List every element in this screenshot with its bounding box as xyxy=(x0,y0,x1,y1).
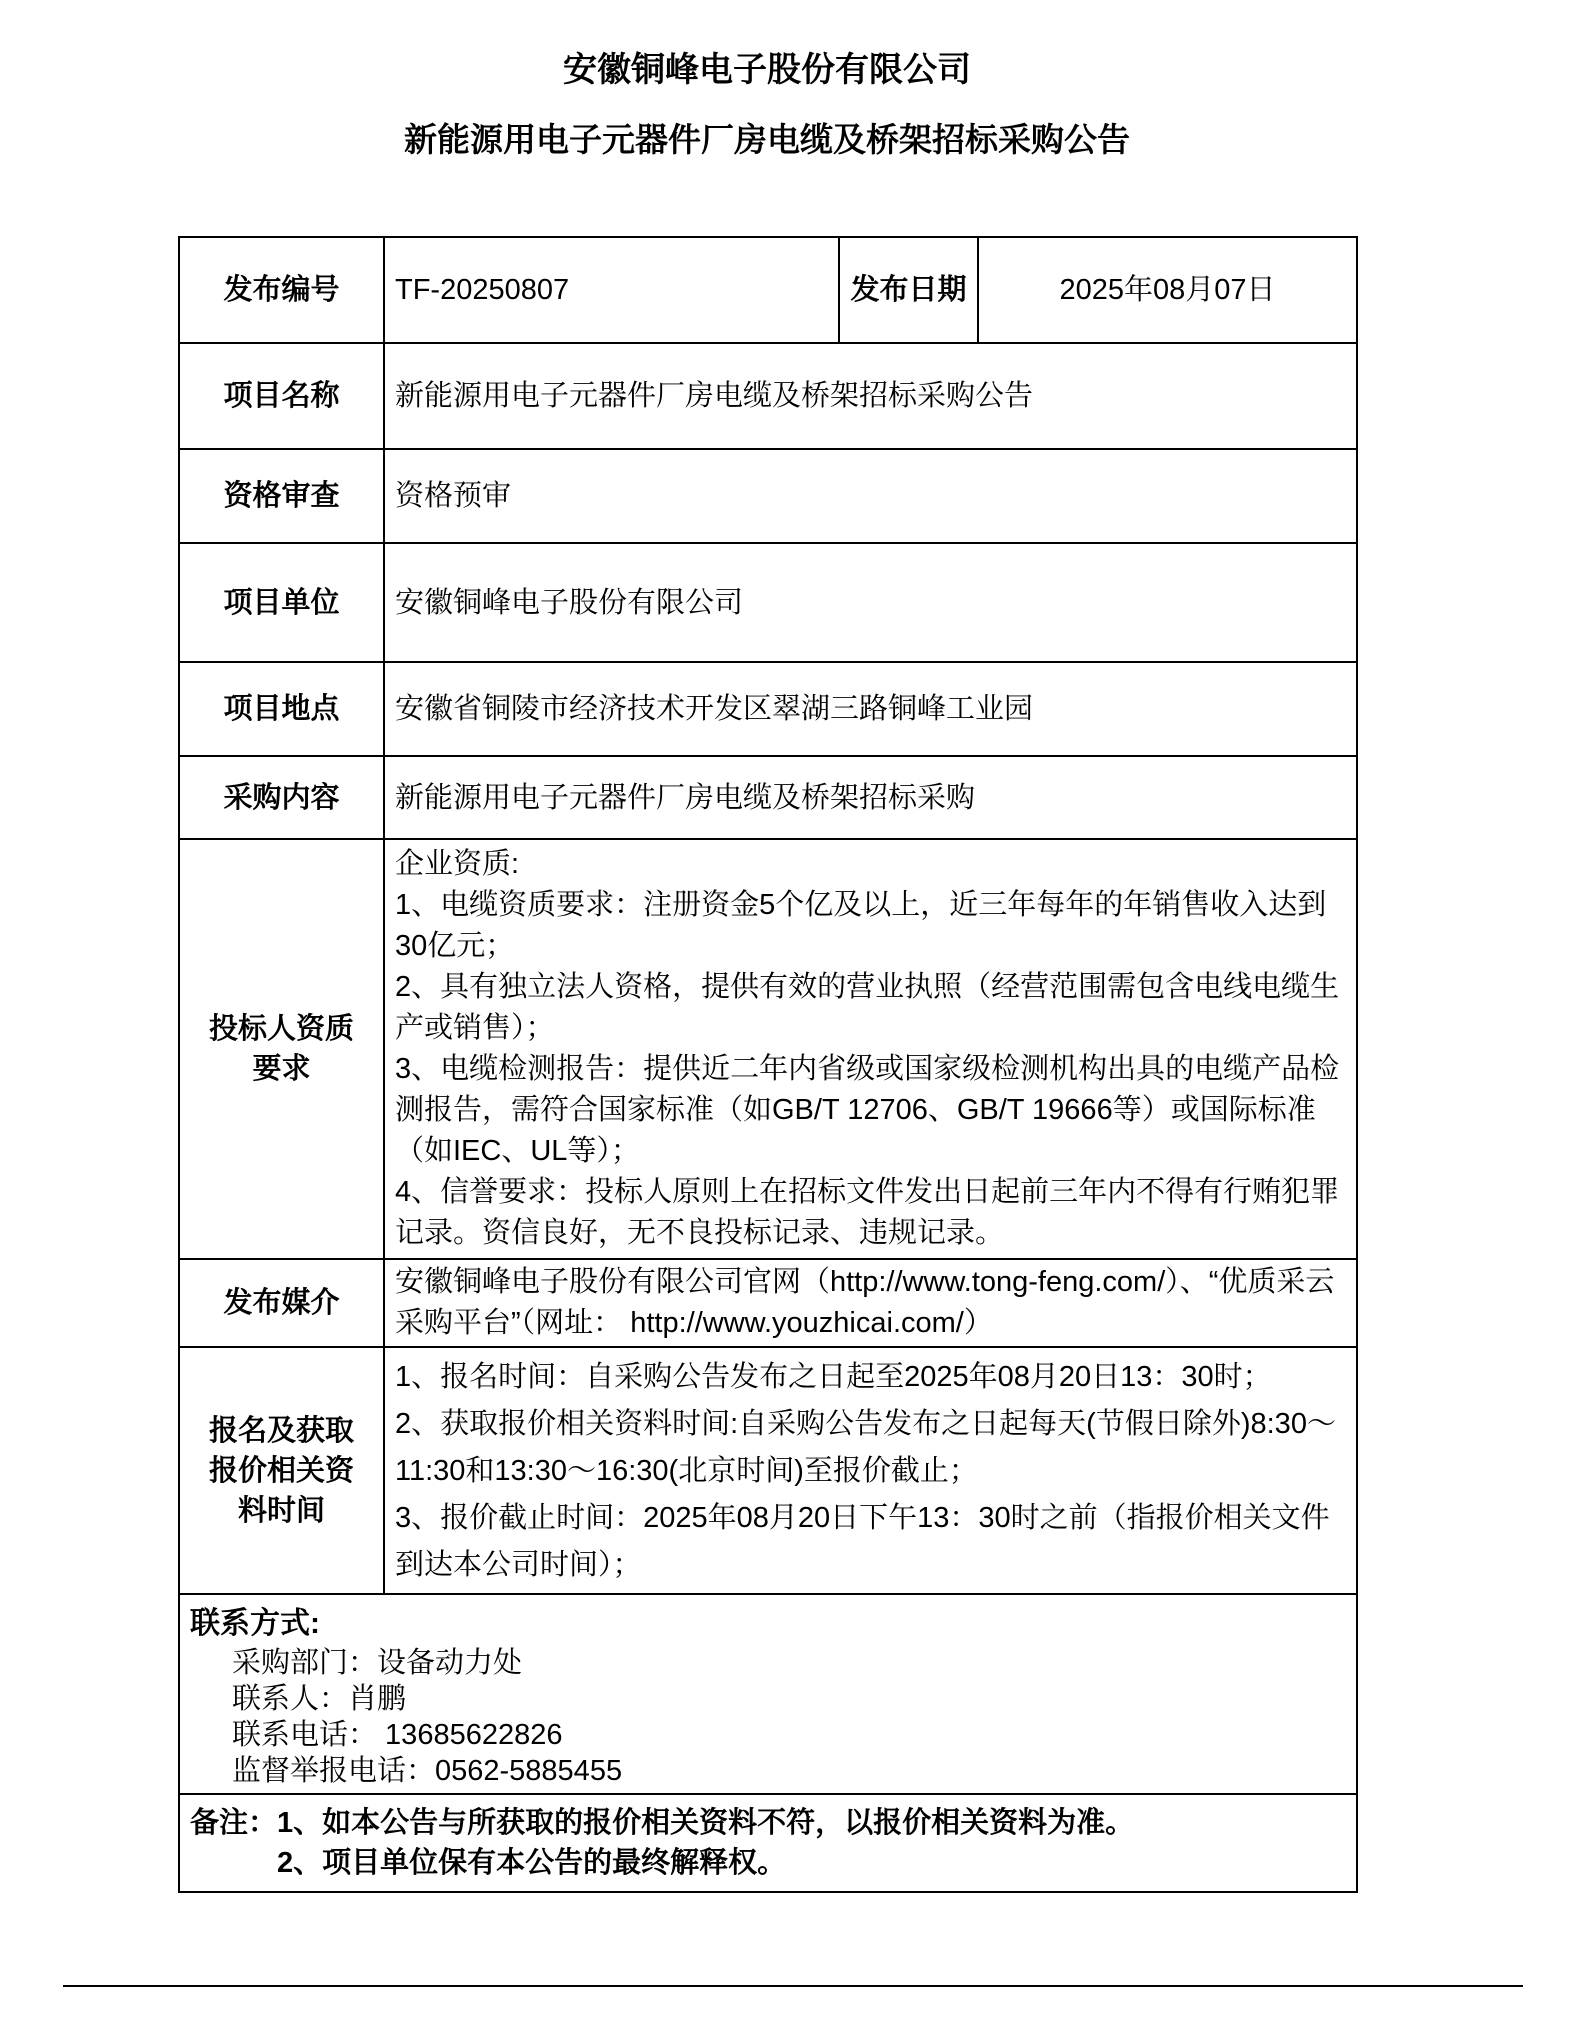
table-row-publish xyxy=(179,237,1357,343)
row-label: 资格审查 xyxy=(179,449,384,543)
document-content xyxy=(178,0,1356,1893)
row-value: 安徽铜峰电子股份有限公司 xyxy=(384,543,1357,662)
page-title: 安徽铜峰电子股份有限公司 xyxy=(563,51,971,89)
row-label: 采购内容 xyxy=(179,756,384,839)
schedule-content xyxy=(384,1347,1357,1594)
footer-rule xyxy=(63,1985,1523,1987)
table-row-bidder-qualification xyxy=(179,839,1357,1259)
remarks-items xyxy=(277,1803,1134,1883)
bidder-qualification-label: 投标人资质要求 xyxy=(179,839,384,1259)
schedule-item: 1、报名时间：自采购公告发布之日起至2025年08月20日13：30时； xyxy=(395,1361,1272,1393)
remarks-section xyxy=(179,1794,1357,1892)
contact-heading: 联系方式: xyxy=(190,1607,320,1640)
announcement-table xyxy=(178,236,1358,1893)
row-value: 安徽省铜陵市经济技术开发区翠湖三路铜峰工业园 xyxy=(384,662,1357,756)
remark-item: 1、如本公告与所获取的报价相关资料不符，以报价相关资料为准。 xyxy=(277,1807,1135,1839)
table-row-remarks xyxy=(179,1794,1357,1892)
contact-person: 联系人：肖鹏 xyxy=(232,1683,407,1715)
publish-date-label: 发布日期 xyxy=(839,237,978,343)
table-row-project-name xyxy=(179,343,1357,449)
schedule-item: 3、报价截止时间：2025年08月20日下午13：30时之前（指报价相关文件到达本公司时间）； xyxy=(395,1502,1330,1581)
remarks-label: 备注： xyxy=(190,1807,278,1839)
page-subtitle: 新能源用电子元器件厂房电缆及桥架招标采购公告 xyxy=(404,121,1130,158)
qualification-item: 1、电缆资质要求：注册资金5个亿及以上，近三年每年的年销售收入达到30亿元； xyxy=(395,889,1327,962)
publish-media-label: 发布媒介 xyxy=(179,1259,384,1347)
publish-media-content: 安徽铜峰电子股份有限公司官网（http://www.tong-feng.com/）、“优质采云采购平台”（网址： http://www.youzhicai.com/） xyxy=(384,1259,1357,1347)
row-label: 项目名称 xyxy=(179,343,384,449)
publish-number-label: 发布编号 xyxy=(179,237,384,343)
contact-department: 采购部门：设备动力处 xyxy=(232,1647,523,1679)
schedule-label: 报名及获取报价相关资料时间 xyxy=(179,1347,384,1594)
row-value: 资格预审 xyxy=(384,449,1357,543)
table-row-project-unit xyxy=(179,543,1357,662)
qualification-item: 企业资质: xyxy=(395,848,520,880)
table-row-schedule xyxy=(179,1347,1357,1594)
table-row-contact xyxy=(179,1594,1357,1794)
bidder-qualification-content xyxy=(384,839,1357,1259)
publish-date-value: 2025年08月07日 xyxy=(978,237,1357,343)
qualification-item: 4、信誉要求：投标人原则上在招标文件发出日起前三年内不得有行贿犯罪记录。资信良好，无不良投标记录、违规记录。 xyxy=(395,1176,1340,1249)
row-label: 项目地点 xyxy=(179,662,384,756)
row-label: 项目单位 xyxy=(179,543,384,662)
table-row-qualification-review xyxy=(179,449,1357,543)
row-value: 新能源用电子元器件厂房电缆及桥架招标采购公告 xyxy=(384,343,1357,449)
qualification-item: 2、具有独立法人资格，提供有效的营业执照（经营范围需包含电线电缆生产或销售）； xyxy=(395,971,1340,1044)
qualification-item: 3、电缆检测报告：提供近二年内省级或国家级检测机构出具的电缆产品检测报告，需符合国家标准（如GB/T 12706、GB/T 19666等）或国际标准（如IEC、UL等）； xyxy=(395,1053,1340,1167)
table-row-project-location xyxy=(179,662,1357,756)
contact-phone: 联系电话： 13685622826 xyxy=(232,1719,563,1751)
remark-item: 2、项目单位保有本公告的最终解释权。 xyxy=(277,1847,787,1879)
contact-section xyxy=(179,1594,1357,1794)
table-row-procurement-content xyxy=(179,756,1357,839)
table-row-publish-media xyxy=(179,1259,1357,1347)
contact-supervision-phone: 监督举报电话：0562-5885455 xyxy=(232,1755,623,1787)
publish-number-value: TF-20250807 xyxy=(384,237,839,343)
row-value: 新能源用电子元器件厂房电缆及桥架招标采购 xyxy=(384,756,1357,839)
schedule-item: 2、获取报价相关资料时间:自采购公告发布之日起每天(节假日除外)8:30～11:30和13:30～16:30(北京时间)至报价截止； xyxy=(395,1408,1336,1487)
